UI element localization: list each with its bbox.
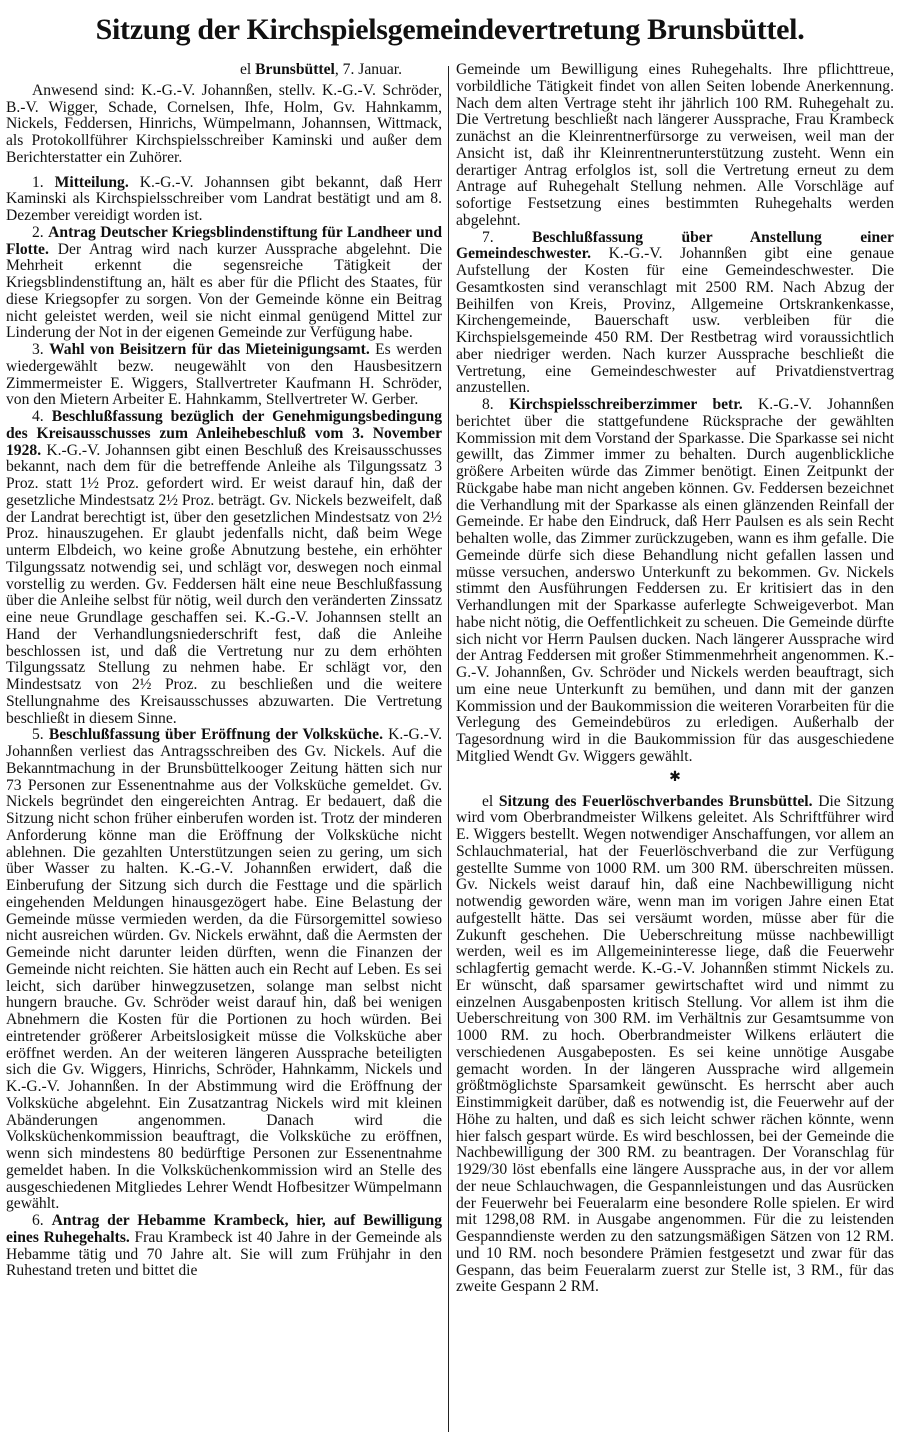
attendance-paragraph: Anwesend sind: K.-G.-V. Johannßen, stellv. K.-G.-V. Schröder, B.-V. Wigger, Schade, Cornelsen, Ihfe, Holm, Gv. Hahnkamm, Nickels, Feddersen, Hinrichs, Wümpelmann, Johannsen, Wittmack, als Protokollführer Kirchspielsschreiber Kaminski und außer dem Berichterstatter ein Zuhörer. <box>6 81 442 166</box>
fire-brigade-article <box>456 794 894 1297</box>
agenda-item-number: 1. <box>32 173 44 191</box>
agenda-item-text: Der Antrag wird nach kurzer Aussprache abgelehnt. Die Mehrheit erkennt die segensreiche Tätigkeit der Kriegsblindenstiftung an, hält es aber für die Pflicht des Staates, für diese Kriegsopfer zu sorgen. Von der Gemeinde könne ein Beitrag nicht geleistet werden, weil sie nicht einmal genügend Mittel zur Linderung der Not in der eigenen Gemeinde zur Verfügung habe. <box>6 240 442 342</box>
agenda-item-title: Kirchspielsschreiberzimmer betr. <box>509 396 743 413</box>
agenda-item-number: 7. <box>482 228 494 246</box>
agenda-item-3 <box>6 342 442 409</box>
agenda-item-title: Mitteilung. <box>54 173 129 191</box>
agenda-item-text: K.-G.-V. Johannsen gibt einen Beschluß des Kreisausschusses bekannt, nach dem für die betreffende Anleihe als Tilgungssatz 3 Proz. statt 1½ Proz. gefordert wird. Er weist darauf hin, daß der gesetzliche Mindestsatz 2½ Proz. beträgt. Gv. Nickels bezweifelt, daß der Landrat berechtigt ist, über den gesetzlichen Mindestsatz von 2½ Proz. hinauszugehen. Er glaubt jedenfalls nicht, daß beim Wege unterm Elbdeich, wo keine große Abnutzung bestehe, ein erhöhter Tilgungssatz notwendig sei, und schlägt vor, deswegen noch einmal vorstellig zu werden. Gv. Feddersen hält eine neue Beschlußfassung über die Anleihe selbst für nötig, weil durch den veränderten Zinssatz eine neue Grundlage geschaffen sei. K.-G.-V. Johannsen stellt an Hand der Verhandlungsniederschrift fest, daß die Anleihe beschlossen ist, und daß die Vertretung nur zu dem erhöhten Tilgungssatz Stellung zu nehmen habe. Er schlägt vor, den Mindestsatz von 2½ Proz. zu beschließen und die weitere Stellungnahme des Kreisausschusses abzuwarten. Die Vertretung beschließt in diesem Sinne. <box>6 441 442 727</box>
agenda-item-text: K.-G.-V. Johannßen verliest das Antragsschreiben des Gv. Nickels. Auf die Bekanntmachung in der Brunsbüttelkooger Zeitung hätten sich nur 73 Personen zur Essenentnahme aus der Volksküche gemeldet. Gv. Nickels begründet den eingereichten Antrag. Er bedauert, daß die Sitzung nicht schon früher einberufen worden ist. Trotz der minderen Anforderung könne man die Eröffnung der Volksküche nicht ablehnen. Die gezahlten Unterstützungen seien zu gering, um sich über Wasser zu halten. K.-G.-V. Johannßen erwidert, daß die Einberufung der Sitzung sich durch die Festtage und die spärlich eingehenden Meldungen hinausgezögert habe. Eine Belastung der Gemeinde müsse vermieden werden, da die Fürsorgemittel sowieso nicht ausreichen würden. Gv. Nickels erwähnt, daß die Aermsten der Gemeinde nicht darunter leiden dürften, wenn die Finanzen der Gemeinde nicht reichten. Sie hätten auch ein Recht auf Leben. Es sei leicht, sich darüber hinwegzusetzen, solange man selbst nicht hungern brauche. Gv. Schröder weist darauf hin, daß bei wenigen Abnehmern die Kosten für die Portionen zu hoch würden. Bei eintretender größerer Arbeitslosigkeit müsse die Volksküche aber eröffnet werden. An der weiteren längeren Aussprache beteiligten sich die Gv. Wiggers, Hinrichs, Schröder, Hahnkamm, Nickels und K.-G.-V. Johannßen. In der Abstimmung wird die Eröffnung der Volksküche abgelehnt. Ein Zusatzantrag Nickels wird mit kleinen Abänderungen angenommen. Danach wird die Volksküchenkommission beauftragt, die Volksküche zu eröffnen, wenn sich mindestens 80 bedürftige Personen zur Essenentnahme gemeldet haben. In die Volksküchenkommission wird an Stelle des ausgeschiedenen Mitgliedes Lehrer Wendt Hofbesitzer Wümpelmann gewählt. <box>6 726 442 1213</box>
agenda-item-number: 4. <box>32 408 44 425</box>
agenda-item-5 <box>6 727 442 1213</box>
agenda-item-4 <box>6 409 442 727</box>
column-divider <box>448 66 449 1432</box>
agenda-item-text: K.-G.-V. Johannsen gibt bekannt, daß Herr Kaminski als Kirchspielsschreiber vom Landrat bestätigt und am 8. Dezember vereidigt worden ist. <box>6 173 442 224</box>
agenda-item-title: Beschlußfassung über Anstellung einer Gemeindeschwester. <box>456 228 894 263</box>
article-title: Sitzung des Feuerlöschverbandes Brunsbüttel. <box>498 792 813 810</box>
agenda-item-text: Frau Krambeck ist 40 Jahre in der Gemeinde als Hebamme tätig und 70 Jahre alt. Sie will zum Frühjahr in den Ruhestand treten und bittet die <box>6 1228 442 1280</box>
agenda-item-text: K.-G.-V. Johannßen berichtet über die stattgefundene Rücksprache der gewählten Kommission mit dem Vorstand der Sparkasse. Die Sparkasse sei nicht gewillt, das Zimmer immer zu behalten. Durch augenblickliche größere Arbeiten würde das Zimmer benötigt. Einen Zeitpunkt der Rückgabe habe man nicht angeben können. Gv. Feddersen bezeichnet die Verhandlung mit der Sparkasse als einen glänzenden Reinfall der Gemeinde. Er habe den Eindruck, daß Herr Paulsen es als sein Recht behalten wolle, das Zimmer zurückzugeben, wann es ihm gefalle. Die Gemeinde dürfe sich diese Behandlung nicht gefallen lassen und müsse versuchen, anderswo Unterkunft zu bekommen. Gv. Nickels stimmt den Ausführungen Feddersen zu. Er kritisiert das in den Verhandlungen mit der Sparkasse auferlegte Schweigeverbot. Man habe nicht nötig, die Oeffentlichkeit zu scheuen. Die Gemeinde dürfte sich nicht vor Herrn Paulsen ducken. Nach längerer Aussprache wird der Antrag Feddersen mit großer Stimmenmehrheit angenommen. K.-G.-V. Johannßen, Gv. Schröder und Nickels werden beauftragt, sich um eine neue Unterkunft zu bemühen, und dann mit der ganzen Kommission und der Baukommission die weiteren Vorarbeiten für die Verlegung des Gemeindebüros zu erledigen. Außerhalb der Tagesordnung wird in die Baukommission für das ausgeschiedene Mitglied Wendt Gv. Wiggers gewählt. <box>456 396 894 765</box>
agenda-item-number: 6. <box>32 1212 44 1229</box>
agenda-item-title: Wahl von Beisitzern für das Mieteinigungsamt. <box>49 341 370 358</box>
agenda-item-1 <box>6 175 442 225</box>
article-headline <box>0 2 900 58</box>
headline-text: Sitzung der Kirchspielsgemeindevertretung Brunsbüttel. <box>95 13 805 46</box>
agenda-item-title: Beschlußfassung über Eröffnung der Volksküche. <box>48 726 383 744</box>
agenda-item-2 <box>6 225 442 342</box>
asterisk-separator-icon: ✱ <box>669 769 681 785</box>
agenda-item-8 <box>456 397 894 766</box>
agenda-item-title: Antrag Deutscher Kriegsblindenstiftung für Landheer und Flotte. <box>6 223 442 258</box>
agenda-item-number: 5. <box>32 726 44 744</box>
agenda-item-text: K.-G.-V. Johannßen gibt eine genaue Aufstellung der Kosten für eine Gemeindeschwester. Die Gesamtkosten sind veranschlagt mit 2500 RM. Nach Abzug der Beihilfen von Kreis, Provinz, Allgemeine Ortskrankenkasse, Kirchengemeinde, Bauerschaft usw. verbleiben für die Kirchspielsgemeinde 450 RM. Der Restbetrag wird voraussichtlich aber niedriger werden. Nach kurzer Aussprache beschließt die Vertretung, eine Gemeindeschwester auf Privatdienstvertrag anzustellen. <box>456 245 894 397</box>
dateline-date: , 7. Januar. <box>334 61 402 78</box>
dateline <box>6 62 442 79</box>
right-column <box>456 62 894 1296</box>
agenda-item-text: Es werden wiedergewählt bezw. neugewählt von den Hausbesitzern Zimmermeister E. Wiggers, Stallvertreter Kaufmann H. Schröder, von den Mietern Arbeiter E. Hahnkamm, Stellvertreter W. Gerber. <box>6 341 442 409</box>
dateline-place: Brunsbüttel <box>255 61 335 78</box>
left-column <box>6 62 442 1280</box>
article-text: Die Sitzung wird vom Oberbrandmeister Wilkens geleitet. Als Schriftführer wird E. Wiggers bestellt. Wegen notwendiger Anschaffungen, vor allem an Schlauchmaterial, hat der Feuerlöschverband die zur Verfügung gestellte Summe von 1000 RM. um 300 RM. überschreiten müssen. Gv. Nickels weist darauf hin, daß eine Nachbewilligung nicht notwendig geworden wäre, wenn man im vorigen Jahre einen Etat aufgestellt hätte. Das sei versäumt worden, müsse aber für die Zukunft geschehen. Die Ueberschreitung müsse nachbewilligt werden, weil es im Allgemeininteresse liege, daß die Feuerwehr schlagfertig gemacht werde. K.-G.-V. Johannßen stimmt Nickels zu. Er wünscht, daß sparsamer gewirtschaftet wird und nimmt zu einzelnen Ausgabenposten kritisch Stellung. Vor allem ist ihm die Ueberschreitung von 300 RM. im Verhältnis zur Gesamtsumme von 1000 RM. zu hoch. Oberbrandmeister Wilkens erläutert die verschiedenen Ausgabeposten. Es sei keine unnötige Ausgabe gemacht worden. In der längeren Aussprache wird allgemein größtmöglichste Sparsamkeit gewünscht. Es herrscht aber auch Einstimmigkeit darüber, daß es notwendig ist, die Feuerwehr auf der Höhe zu halten, und daß es sich leicht schwer rächen könnte, wenn hier falsch gespart würde. Es wird beschlossen, bei der Gemeinde die Nachbewilligung der 300 RM. zu beantragen. Der Voranschlag für 1929/30 löst ebenfalls eine längere Aussprache aus, in der vor allem der neue Schlauchwagen, die Gespannleistungen und das Ausrücken der Feuerwehr bei Feueralarm eine besondere Rolle spielen. Er wird mit 1298,08 RM. in Ausgabe angenommen. Für die zu leistenden Gespanndienste werden zu den satzungsmäßigen Sätzen von 12 RM. und 10 RM. noch besondere Prämien festgesetzt und zwar für das Gespann, das beim Feueralarm zuerst zur Stelle ist, 3 RM., für das zweite Gespann 2 RM. <box>456 792 894 1296</box>
author-mark: el <box>482 792 494 810</box>
agenda-item-title: Beschlußfassung bezüglich der Genehmigungsbedingung des Kreisausschusses zum Anleihebeschluß vom 3. November 1928. <box>6 408 442 459</box>
agenda-item-number: 3. <box>32 341 44 358</box>
agenda-item-number: 2. <box>32 223 44 241</box>
author-mark: el <box>239 61 252 78</box>
agenda-item-title: Antrag der Hebamme Krambeck, hier, auf Bewilligung eines Ruhegehalts. <box>6 1212 443 1246</box>
agenda-item-7 <box>456 230 894 398</box>
agenda-item-6 <box>6 1213 442 1280</box>
continued-paragraph: Gemeinde um Bewilligung eines Ruhegehalts. Ihre pflichttreue, vorbildliche Tätigkeit findet von allen Seiten lobende Anerkennung. Nach dem alten Vertrage steht ihr jährlich 100 RM. Ruhegehalt zu. Die Vertretung beschließt nach längerer Aussprache, Frau Krambeck zunächst an die Kleinrentnerfürsorge zu verweisen, weil man der Ansicht ist, daß ihr Kleinrentnerunterstützung zusteht. Wenn ein derartiger Antrag erfolglos ist, soll die Vertretung erneut zu dem Antrage auf Ruhegehalt Stellung nehmen. Alle Vorschläge auf sofortige Festsetzung eines bestimmten Ruhegehalts werden abgelehnt. <box>456 61 894 229</box>
agenda-item-number: 8. <box>482 396 494 413</box>
